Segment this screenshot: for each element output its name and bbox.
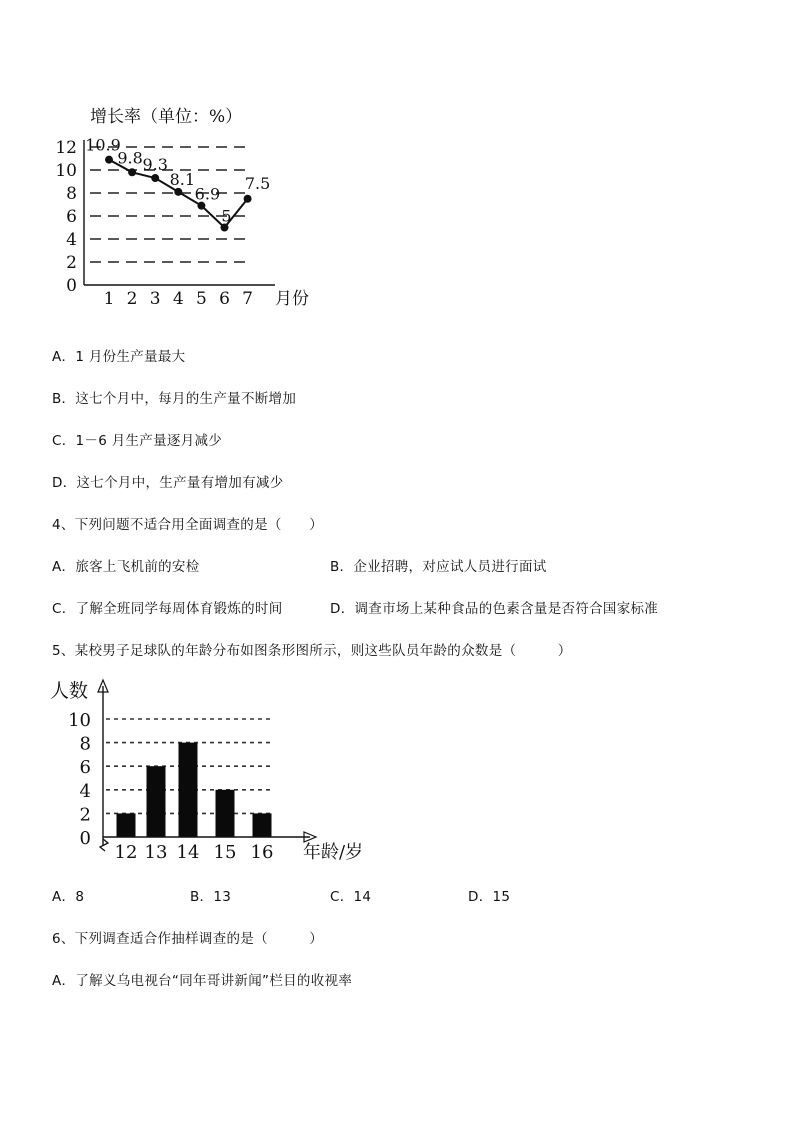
x-tick-16: 16: [250, 842, 274, 863]
axis-break-mark: [100, 839, 108, 851]
data-label-2: 9.8: [117, 148, 143, 168]
bar-13: [147, 766, 166, 837]
growth-rate-line-chart: [0, 0, 340, 320]
x-axis-title: 年龄/岁: [303, 842, 364, 863]
x-tick-7: 7: [242, 289, 254, 309]
y-axis-title: 增长率（单位：%）: [90, 107, 243, 127]
y-tick-0: 0: [66, 276, 77, 296]
grid-lines: [90, 147, 250, 262]
x-axis-title: 月份: [275, 289, 309, 309]
data-point-4: [174, 188, 182, 196]
x-tick-1: 1: [103, 289, 115, 309]
y-tick-2: 2: [79, 804, 91, 826]
x-tick-6: 6: [219, 289, 230, 309]
y-tick-6: 6: [66, 207, 77, 227]
q3-option-b: B．这七个月中，每月的生产量不断增加: [52, 391, 297, 407]
data-label-6: 5: [221, 206, 232, 226]
q6-stem: 6、下列调查适合作抽样调查的是（ ）: [52, 931, 324, 947]
data-label-7: 7.5: [244, 173, 271, 193]
x-tick-5: 5: [195, 289, 207, 309]
q6-option-a: A．了解义乌电视台“同年哥讲新闻”栏目的收视率: [52, 973, 353, 989]
data-labels: [85, 136, 270, 226]
x-tick-12: 12: [114, 842, 138, 863]
bar-16: [253, 813, 272, 837]
x-tick-15: 15: [213, 842, 237, 863]
y-tick-10: 10: [68, 710, 91, 731]
bar-15: [216, 790, 235, 837]
q5-option-a: A．8: [52, 889, 85, 905]
q3-option-d: D．这七个月中，生产量有增加有减少: [52, 475, 284, 491]
data-point-7: [244, 195, 252, 203]
x-tick-4: 4: [172, 289, 184, 309]
y-tick-labels: [68, 710, 91, 849]
y-axis-title: 人数: [50, 680, 89, 702]
data-point-3: [151, 174, 159, 182]
q5-option-c: C．14: [330, 889, 372, 905]
bar-14: [179, 743, 198, 837]
data-label-4: 8.1: [169, 169, 196, 189]
x-tick-labels: [104, 289, 253, 309]
age-bar-chart: [0, 670, 400, 870]
y-tick-12: 12: [55, 138, 77, 158]
q4-stem: 4、下列问题不适合用全面调查的是（ ）: [52, 517, 324, 533]
q4-option-d: D．调查市场上某种食品的色素含量是否符合国家标准: [330, 601, 659, 617]
y-tick-10: 10: [55, 161, 77, 181]
x-tick-3: 3: [149, 289, 161, 309]
x-tick-2: 2: [126, 289, 138, 309]
data-label-1: 10.9: [85, 135, 121, 155]
x-tick-14: 14: [176, 842, 200, 863]
x-tick-labels: [115, 842, 274, 863]
x-tick-13: 13: [144, 842, 168, 863]
y-tick-4: 4: [79, 780, 91, 802]
y-tick-8: 8: [79, 733, 91, 755]
data-label-3: 9.3: [142, 155, 168, 175]
q5-stem: 5、某校男子足球队的年龄分布如图条形图所示，则这些队员年龄的众数是（ ）: [52, 643, 572, 659]
q4-option-a: A．旅客上飞机前的安检: [52, 559, 200, 575]
q4-option-b: B．企业招聘，对应试人员进行面试: [330, 559, 547, 575]
bar-12: [117, 813, 136, 837]
data-point-2: [128, 168, 136, 176]
y-tick-4: 4: [66, 230, 77, 250]
q5-option-d: D．15: [468, 889, 511, 905]
y-tick-labels: [55, 138, 77, 296]
q3-option-c: C．1－6 月生产量逐月减少: [52, 433, 223, 449]
y-tick-6: 6: [79, 757, 91, 779]
y-tick-0: 0: [79, 828, 91, 849]
data-label-5: 6.9: [194, 184, 221, 204]
data-point-1: [105, 156, 113, 164]
q5-option-b: B．13: [190, 889, 232, 905]
q4-option-c: C．了解全班同学每周体育锻炼的时间: [52, 601, 283, 617]
q3-option-a: A．1 月份生产量最大: [52, 349, 186, 365]
y-tick-2: 2: [66, 253, 77, 273]
y-tick-8: 8: [66, 184, 77, 204]
